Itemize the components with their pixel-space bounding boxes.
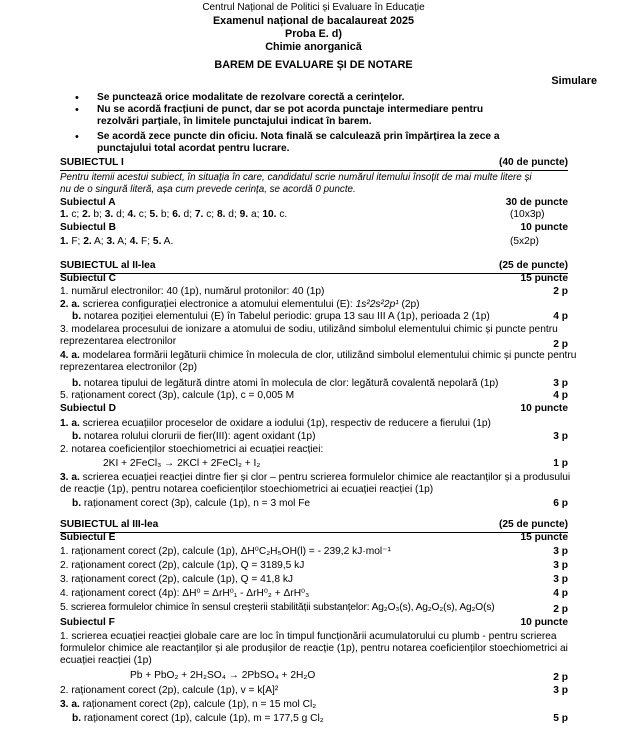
rule-2: Nu se acordă fracțiuni de punct, dar se pot acorda punctaje intermediare pentru <box>97 104 484 115</box>
c4a-text: 4. a. modelarea formării legăturii chimice în molecula de clor, utilizând simbolul elementului chimic și puncte pentru <box>60 350 577 361</box>
e3-text: 3. raționament corect (2p), calcule (1p), Q = 41,8 kJ <box>60 574 294 585</box>
f2-points: 3 p <box>553 685 568 696</box>
c2a-text: 2. a. scrierea configurației electronice a atomului elementului (E): 1s²2s²2p¹ (2p) <box>60 299 420 310</box>
e5-text: 5. scrierea formulelor chimice în sensul creșterii stabilității substanțelor: Ag₂O₃(s), Ag₂O₂(s), Ag₂O(s) <box>60 602 495 613</box>
subsection-f-title: Subiectul F <box>60 617 115 628</box>
subsection-c-title: Subiectul C <box>60 273 117 284</box>
subsection-e-points: 15 puncte <box>520 532 568 543</box>
e2-points: 3 p <box>553 560 568 571</box>
divider <box>60 532 568 533</box>
organization-name: Centrul Național de Politici și Evaluare în Educație <box>202 2 425 13</box>
e4-text: 4. raționament corect (4p): ΔH⁰ = ΔrH⁰₁ - ΔrH⁰₂ + ΔrH⁰₃ <box>60 588 310 599</box>
subsection-f-points: 10 puncte <box>520 617 568 628</box>
subsection-b-points: 10 puncte <box>520 222 568 233</box>
section-1-note: Pentru itemii acestui subiect, în situația în care, candidatul scrie numărul itemului însoțit de mai multe litere și <box>60 172 532 183</box>
d3b-text: b. raționament corect (3p), calcule (1p), n = 3 mol Fe <box>72 498 311 509</box>
c3-text-cont: reprezentarea electronilor <box>60 336 177 347</box>
bullet-icon: • <box>75 104 79 116</box>
c4-points: 3 p <box>553 378 568 389</box>
f1-equation: Pb + PbO₂ + 2H₂SO₄ → 2PbSO₄ + 2H₂O <box>130 670 316 681</box>
d1-points: 3 p <box>553 431 568 442</box>
rule-3-cont: punctajului total acordat pentru lucrare. <box>97 143 290 154</box>
section-1-note-cont: nu de o singură literă, așa cum prevede cerința, se acordă 0 puncte. <box>60 184 356 195</box>
f3-points: 5 p <box>553 713 568 724</box>
c5-text: 5. raționament corect (3p), calcule (1p), c = 0,005 M <box>60 390 295 401</box>
section-2-points: (25 de puncte) <box>498 260 568 271</box>
d2-points: 1 p <box>553 458 568 469</box>
section-1-title: SUBIECTUL I <box>60 157 124 168</box>
e4-points: 4 p <box>553 588 568 599</box>
d3a-text: 3. a. scrierea ecuației reacției dintre fier și clor – pentru scrierea formulelor chimice ale reactanților și a produsului <box>60 472 571 483</box>
c3-points: 2 p <box>553 339 568 350</box>
e3-points: 3 p <box>553 574 568 585</box>
c2b-text: b. notarea poziției elementului (E) în Tabelul periodic: grupa 13 sau III A (1p), perioada 2 (1p) <box>72 311 490 322</box>
e1-text: 1. raționament corect (2p), calcule (1p), ΔH⁰C₂H₅OH(l) = - 239,2 kJ·mol⁻¹ <box>60 546 391 557</box>
bullet-icon: • <box>75 131 79 143</box>
d3-points: 6 p <box>553 498 568 509</box>
rule-3: Se acordă zece puncte din oficiu. Nota finală se calculează prin împărțirea la zece a <box>97 131 500 142</box>
f3a-text: 3. a. raționament corect (2p), calcule (1p), n = 15 mol Cl₂ <box>60 699 317 710</box>
c5-points: 4 p <box>553 390 568 401</box>
f1-text-cont2: ecuației reacției (1p) <box>60 655 152 666</box>
divider <box>60 273 568 274</box>
subsection-a-answers: 1. c; 2. b; 3. d; 4. c; 5. b; 6. d; 7. c; 8. d; 9. a; 10. c. <box>60 209 288 220</box>
d1b-text: b. notarea rolului clorurii de fier(III): agent oxidant (1p) <box>72 431 316 442</box>
subsection-c-points: 15 puncte <box>520 273 568 284</box>
c3-text: 3. modelarea procesului de ionizare a atomului de sodiu, utilizând simbolul elementului chimic și puncte pentru <box>60 324 558 335</box>
f1-text: 1. scrierea ecuației reacției globale care are loc în timpul funcționării acumulatorului cu plumb - pentru scrierea <box>60 631 557 642</box>
bullet-icon: • <box>75 92 79 104</box>
subsection-d-points: 10 puncte <box>520 403 568 414</box>
e5-points: 2 p <box>553 604 568 615</box>
section-1-points: (40 de puncte) <box>498 157 568 168</box>
rule-2-cont: rezolvări parțiale, în limitele punctajului indicat în barem. <box>97 116 372 127</box>
subsection-d-title: Subiectul D <box>60 403 117 414</box>
rule-1: Se punctează orice modalitate de rezolvare corectă a cerințelor. <box>97 92 405 103</box>
subsection-b-multiplier: (5x2p) <box>510 236 539 247</box>
subsection-a-title: Subiectul A <box>60 197 116 208</box>
exam-proba: Proba E. d) <box>285 28 342 40</box>
c2-points: 4 p <box>553 311 568 322</box>
f1-points: 2 p <box>553 672 568 683</box>
subsection-e-title: Subiectul E <box>60 532 116 543</box>
d2-text: 2. notarea coeficienților stoechiometrici ai ecuației reacției: <box>60 444 324 455</box>
e1-points: 3 p <box>553 546 568 557</box>
subsection-b-title: Subiectul B <box>60 222 117 233</box>
f3b-text: b. raționament corect (1p), calcule (1p), m = 177,5 g Cl₂ <box>72 713 324 724</box>
subsection-a-multiplier: (10x3p) <box>510 209 545 220</box>
section-3-points: (25 de puncte) <box>498 519 568 530</box>
f2-text: 2. raționament corect (2p), calcule (1p), v = k[A]² <box>60 685 279 696</box>
section-3-title: SUBIECTUL al III-lea <box>60 519 159 530</box>
e2-text: 2. raționament corect (2p), calcule (1p), Q = 3189,5 kJ <box>60 560 305 571</box>
c4b-text: b. notarea tipului de legătură dintre atomi în molecula de clor: legătură covalentă nepolară (1p) <box>72 378 499 389</box>
subsection-a-points: 30 de puncte <box>505 197 568 208</box>
c4a-text-cont: reprezentarea electronilor (2p) <box>60 362 198 373</box>
section-2-title: SUBIECTUL al II-lea <box>60 260 156 271</box>
d2-equation: 2KI + 2FeCl₃ → 2KCl + 2FeCl₂ + I₂ <box>103 458 261 469</box>
d1a-text: 1. a. scrierea ecuațiilor proceselor de oxidare a iodului (1p), respectiv de reducere a fierului (1p) <box>60 418 491 429</box>
c1-points: 2 p <box>553 286 568 297</box>
exam-title: Examenul național de bacalaureat 2025 <box>212 15 415 27</box>
barem-title: BAREM DE EVALUARE ȘI DE NOTARE <box>214 59 413 71</box>
subsection-b-answers: 1. F; 2. A; 3. A; 4. F; 5. A. <box>60 236 174 247</box>
f1-text-cont: formulelor chimice ale reactanților și ale produșilor de reacție (1p), pentru notarea coeficienților stoechiometrici ai <box>60 643 568 654</box>
exam-subject: Chimie anorganică <box>265 41 362 53</box>
session-label: Simulare <box>551 75 597 87</box>
d3a-text-cont: de reacție (1p), pentru notarea coeficienților stoechiometrici ai ecuației reacției (1p) <box>60 484 434 495</box>
c1-text: 1. numărul electronilor: 40 (1p), numărul protonilor: 40 (1p) <box>60 286 325 297</box>
divider <box>60 170 568 171</box>
